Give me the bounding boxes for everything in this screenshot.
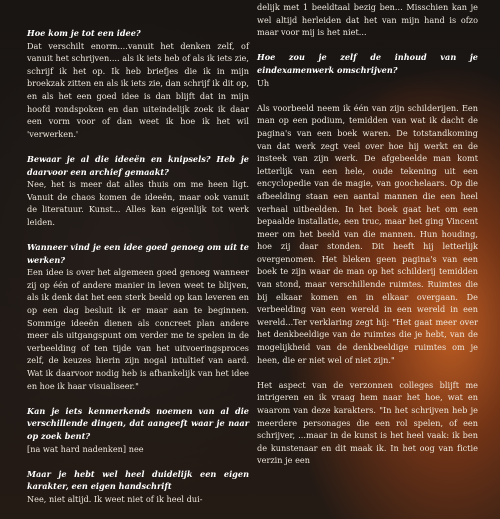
paragraph-colleges: Het aspect van de verzonnen colleges blijft me intrigeren en ik vraag hem naar het hoe, wat en waarom van deze karakters. "In het schrijven heb je meerdere personages die een rol spelen, of een schrijver, ...maar in de kunst is het heel vaak: ik ben de kunstenaar en dit maak ik. In het oog van fictie verzin je een bbox=[257, 379, 478, 466]
question-4: Kan je iets kenmerkends noemen van al die verschillende dingen, dat aangeeft waar je naar op zoek bent? bbox=[27, 405, 249, 441]
answer-4: [na wat hard nadenken] nee bbox=[27, 443, 144, 454]
answer-1: Dat verschilt enorm....vanuit het denken zelf, of vanuit het schrijven.... als ik iets heb of als ik iets zie, schrijf ik het op. Ik heb briefjes die ik in mijn broekzak zitten en als ik iets zie, dan schrijf ik dit op, en als het een goed idee is dan blijft dat in mijn hoofd rondspoken en dan uiteindelijk zoek ik daar een vorm voor of dan weet ik hoe ik het wil 'verwerken.' bbox=[27, 40, 249, 139]
answer-3: Een idee is over het algemeen goed genoeg wanneer zij op één of andere manier in leven weet te blijven, als ik denk dat het een sterk beeld op kan leveren en op een dag besluit ik er maar aan te beginnen. Sommige ideeën dienen als concreet plan andere meer als uitgangspunt om verder me te spelen in de verbeelding of ten tijde van het uitvoeringsproces zelf, de keuzes hierin zijn nogal intuïtief van aard. Wat ik daarvoor nodig heb is afhankelijk van het idee en hoe ik haar visualiseer." bbox=[27, 267, 249, 391]
question-1: Hoe kom je tot een idee? bbox=[27, 28, 141, 38]
answer-5: Nee, niet altijd. Ik weet niet of ik heel dui- bbox=[27, 493, 203, 504]
answer-2: Nee, het is meer dat alles thuis om me heen ligt. Vanuit de chaos komen de ideeën, maar ook vanuit de literatuur. Kunst... Alles kan eigenlijk tot werk leiden. bbox=[27, 179, 249, 227]
question-3: Wanneer vind je een idee goed genoeg om uit te werken? bbox=[27, 242, 249, 265]
spacer bbox=[27, 140, 249, 153]
right-column bbox=[257, 0, 478, 467]
spacer bbox=[257, 39, 478, 52]
left-column bbox=[27, 0, 249, 506]
spacer bbox=[27, 455, 249, 468]
question-5: Maar je hebt wel heel duidelijk een eigen karakter, een eigen handschrift bbox=[27, 468, 249, 492]
question-6: Hoe zou je zelf de inhoud van je eindexamenwerk omschrijven? bbox=[257, 52, 478, 75]
paragraph-example: Als voorbeeld neem ik één van zijn schilderijen. Een man op een podium, temidden van wat ik dacht de pagina's van een boek waren. De totstandkoming van dat werk zegt veel over hoe hij werkt en de insteek van zijn werk. De afgebeelde man komt letterlijk van een hele, oude tekening uit een encyclopedie van de magie, van goochelaars. Op die afbeelding staan een aantal mannen die een heel verhaal uitbeelden. In het boek gaat het om een bepaalde installatie, een truc, maar het ging Vincent meer om het beeld van die mannen. Hun houding, hoe zij daar stonden. Dit heeft hij letterlijk overgenomen. Het bleken geen pagina's van een boek te zijn waar de man op het schilderij temidden van stond, maar verschillende ruimtes. Ruimtes die bij elkaar komen en in elkaar overgaan. De verbeelding van een wereld in een wereld in een wereld...Ter verklaring zegt hij: "Het gaat meer over het denkbeeldige van de ruimtes die je hebt, van de mogelijkheid van de denkbeeldige ruimtes om je heen, die er niet wel of niet zijn." bbox=[257, 102, 478, 365]
spacer bbox=[257, 89, 478, 102]
spacer bbox=[27, 229, 249, 242]
spacer bbox=[257, 366, 478, 379]
answer-6: Uh bbox=[257, 77, 270, 88]
continued-answer: delijk met 1 beeldtaal bezig ben... Misschien kan je wel altijd herleiden dat het van mijn hand is ofzo maar voor mij is het niet... bbox=[257, 2, 478, 38]
question-2: Bewaar je al die ideeën en knipsels? Heb je daarvoor een archief gemaakt? bbox=[27, 153, 249, 177]
spacer bbox=[27, 392, 249, 405]
